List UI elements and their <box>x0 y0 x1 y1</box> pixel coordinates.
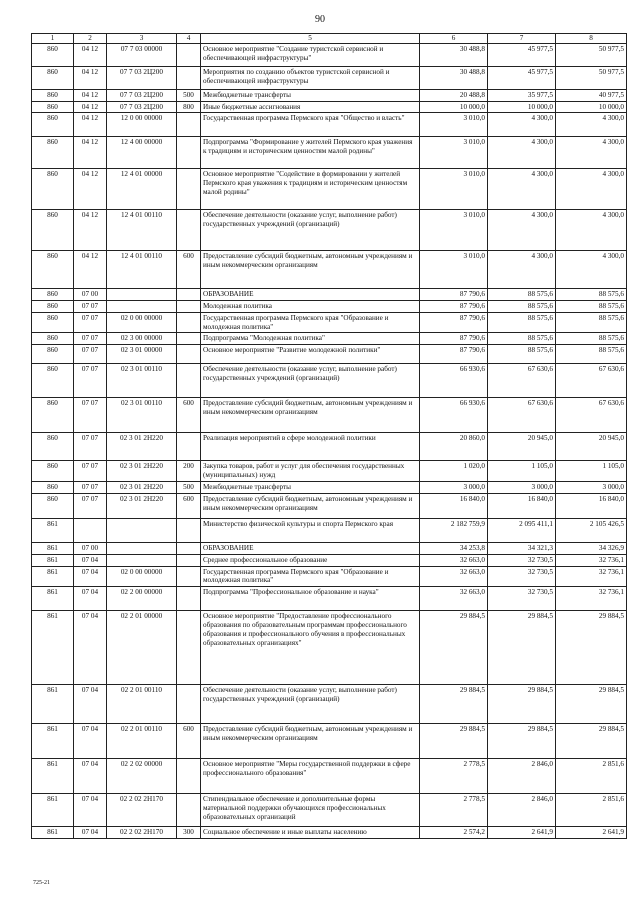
item-name-cell: Межбюджетные трансферты <box>201 482 420 494</box>
admin-code-cell: 860 <box>32 113 74 137</box>
target-article-cell: 02 3 01 00000 <box>107 345 177 364</box>
section-code-cell: 07 07 <box>74 398 107 433</box>
target-article-cell: 12 4 00 00000 <box>107 137 177 169</box>
expense-type-cell <box>177 289 201 301</box>
column-header: 5 <box>201 34 420 44</box>
section-code-cell: 07 07 <box>74 364 107 398</box>
admin-code-cell: 860 <box>32 137 74 169</box>
amount-col8-cell: 88 575,6 <box>556 312 627 333</box>
amount-col6-cell: 87 790,6 <box>420 301 488 313</box>
target-article-cell <box>107 301 177 313</box>
section-code-cell: 07 07 <box>74 461 107 482</box>
table-row <box>32 398 627 433</box>
expense-type-cell <box>177 301 201 313</box>
target-article-cell: 07 7 03 2Ц200 <box>107 101 177 113</box>
amount-col6-cell: 2 182 759,9 <box>420 519 488 543</box>
admin-code-cell: 860 <box>32 333 74 345</box>
table-row <box>32 289 627 301</box>
footer-document-code: 725-21 <box>33 880 50 886</box>
amount-col7-cell: 4 300,0 <box>488 210 556 251</box>
item-name-cell: Государственная программа Пермского края "Образование и молодежная политика" <box>201 566 420 587</box>
admin-code-cell: 860 <box>32 398 74 433</box>
item-name-cell: Предоставление субсидий бюджетным, автономным учреждениям и иным некоммерческим организациям <box>201 251 420 289</box>
item-name-cell: Министерство физической культуры и спорта Пермского края <box>201 519 420 543</box>
table-row <box>32 169 627 210</box>
table-row <box>32 433 627 461</box>
amount-col7-cell: 20 945,0 <box>488 433 556 461</box>
column-header: 2 <box>74 34 107 44</box>
expense-type-cell <box>177 543 201 555</box>
section-code-cell: 04 12 <box>74 66 107 89</box>
amount-col6-cell: 1 020,0 <box>420 461 488 482</box>
amount-col6-cell: 20 860,0 <box>420 433 488 461</box>
target-article-cell: 02 3 01 00110 <box>107 364 177 398</box>
admin-code-cell: 861 <box>32 543 74 555</box>
item-name-cell: Государственная программа Пермского края "Образование и молодежная политика" <box>201 312 420 333</box>
admin-code-cell: 860 <box>32 345 74 364</box>
item-name-cell: Основное мероприятие "Предоставление профессионального образования по образовательным программам профессионального образования и профессионального обучения в профессиональных образовательных организациях" <box>201 611 420 685</box>
amount-col6-cell: 3 010,0 <box>420 137 488 169</box>
amount-col8-cell: 3 000,0 <box>556 482 627 494</box>
expense-type-cell: 200 <box>177 461 201 482</box>
expense-type-cell <box>177 345 201 364</box>
item-name-cell: Государственная программа Пермского края "Общество и власть" <box>201 113 420 137</box>
expense-type-cell <box>177 794 201 827</box>
expense-type-cell <box>177 566 201 587</box>
table-row <box>32 482 627 494</box>
target-article-cell: 07 7 03 2Ц200 <box>107 89 177 101</box>
amount-col6-cell: 20 488,8 <box>420 89 488 101</box>
section-code-cell: 04 12 <box>74 251 107 289</box>
amount-col8-cell: 20 945,0 <box>556 433 627 461</box>
amount-col6-cell: 2 778,5 <box>420 794 488 827</box>
amount-col8-cell: 16 840,0 <box>556 494 627 519</box>
amount-col6-cell: 29 884,5 <box>420 685 488 724</box>
amount-col7-cell: 35 977,5 <box>488 89 556 101</box>
section-code-cell: 07 04 <box>74 685 107 724</box>
target-article-cell: 07 7 03 2Ц200 <box>107 66 177 89</box>
target-article-cell: 02 0 00 00000 <box>107 312 177 333</box>
amount-col6-cell: 29 884,5 <box>420 724 488 759</box>
amount-col8-cell: 1 105,0 <box>556 461 627 482</box>
amount-col6-cell: 3 000,0 <box>420 482 488 494</box>
amount-col7-cell: 2 095 411,1 <box>488 519 556 543</box>
amount-col7-cell: 88 575,6 <box>488 345 556 364</box>
amount-col6-cell: 32 663,0 <box>420 554 488 566</box>
column-header: 3 <box>107 34 177 44</box>
section-code-cell: 04 12 <box>74 169 107 210</box>
expense-type-cell: 800 <box>177 101 201 113</box>
amount-col6-cell: 3 010,0 <box>420 113 488 137</box>
expense-type-cell <box>177 685 201 724</box>
admin-code-cell: 860 <box>32 461 74 482</box>
expense-type-cell: 600 <box>177 724 201 759</box>
amount-col7-cell: 2 846,0 <box>488 794 556 827</box>
expense-type-cell <box>177 433 201 461</box>
section-code-cell <box>74 519 107 543</box>
column-header: 8 <box>556 34 627 44</box>
section-code-cell: 04 12 <box>74 89 107 101</box>
amount-col8-cell: 50 977,5 <box>556 43 627 66</box>
table-row <box>32 827 627 839</box>
section-code-cell: 07 07 <box>74 494 107 519</box>
item-name-cell: Обеспечение деятельности (оказание услуг, выполнение работ) государственных учреждений (организаций) <box>201 685 420 724</box>
item-name-cell: ОБРАЗОВАНИЕ <box>201 289 420 301</box>
amount-col8-cell: 4 300,0 <box>556 137 627 169</box>
table-header-row <box>32 34 627 44</box>
section-code-cell: 04 12 <box>74 43 107 66</box>
admin-code-cell: 861 <box>32 566 74 587</box>
amount-col7-cell: 32 730,5 <box>488 566 556 587</box>
admin-code-cell: 861 <box>32 685 74 724</box>
target-article-cell: 02 2 02 2Н170 <box>107 794 177 827</box>
amount-col7-cell: 67 630,6 <box>488 398 556 433</box>
section-code-cell: 07 04 <box>74 827 107 839</box>
item-name-cell: ОБРАЗОВАНИЕ <box>201 543 420 555</box>
target-article-cell: 02 2 01 00110 <box>107 724 177 759</box>
item-name-cell: Основное мероприятие "Создание туристской сервисной и обеспечивающей инфраструктуры" <box>201 43 420 66</box>
expense-type-cell <box>177 519 201 543</box>
amount-col8-cell: 4 300,0 <box>556 210 627 251</box>
target-article-cell: 02 2 01 00110 <box>107 685 177 724</box>
admin-code-cell: 861 <box>32 759 74 794</box>
section-code-cell: 07 07 <box>74 301 107 313</box>
amount-col6-cell: 30 488,8 <box>420 66 488 89</box>
table-row <box>32 113 627 137</box>
expense-type-cell: 500 <box>177 482 201 494</box>
expense-type-cell <box>177 113 201 137</box>
section-code-cell: 07 07 <box>74 433 107 461</box>
admin-code-cell: 861 <box>32 827 74 839</box>
column-header: 7 <box>488 34 556 44</box>
target-article-cell: 02 0 00 00000 <box>107 566 177 587</box>
amount-col8-cell: 50 977,5 <box>556 66 627 89</box>
expense-type-cell: 600 <box>177 251 201 289</box>
admin-code-cell: 860 <box>32 494 74 519</box>
target-article-cell: 02 3 01 2Н220 <box>107 433 177 461</box>
target-article-cell: 02 2 02 2Н170 <box>107 827 177 839</box>
amount-col7-cell: 88 575,6 <box>488 312 556 333</box>
expense-type-cell <box>177 587 201 611</box>
section-code-cell: 07 07 <box>74 312 107 333</box>
table-row <box>32 137 627 169</box>
target-article-cell: 02 3 01 2Н220 <box>107 482 177 494</box>
table-row <box>32 611 627 685</box>
expense-type-cell <box>177 66 201 89</box>
table-row <box>32 519 627 543</box>
amount-col8-cell: 32 736,1 <box>556 587 627 611</box>
item-name-cell: Предоставление субсидий бюджетным, автономным учреждениям и иным некоммерческим организациям <box>201 494 420 519</box>
amount-col7-cell: 32 730,5 <box>488 554 556 566</box>
section-code-cell: 07 04 <box>74 724 107 759</box>
table-row <box>32 312 627 333</box>
amount-col8-cell: 2 105 426,5 <box>556 519 627 543</box>
section-code-cell: 07 00 <box>74 289 107 301</box>
item-name-cell: Предоставление субсидий бюджетным, автономным учреждениям и иным некоммерческим организациям <box>201 724 420 759</box>
admin-code-cell: 860 <box>32 169 74 210</box>
admin-code-cell: 860 <box>32 251 74 289</box>
amount-col8-cell: 10 000,0 <box>556 101 627 113</box>
amount-col8-cell: 29 884,5 <box>556 611 627 685</box>
expense-type-cell: 300 <box>177 827 201 839</box>
amount-col7-cell: 4 300,0 <box>488 251 556 289</box>
item-name-cell: Стипендиальное обеспечение и дополнительные формы материальной поддержки обучающихся профессиональных образовательных организаций <box>201 794 420 827</box>
table-row <box>32 301 627 313</box>
table-body <box>32 43 627 838</box>
section-code-cell: 07 04 <box>74 554 107 566</box>
amount-col7-cell: 88 575,6 <box>488 333 556 345</box>
target-article-cell: 02 2 01 00000 <box>107 611 177 685</box>
expense-type-cell <box>177 169 201 210</box>
admin-code-cell: 860 <box>32 312 74 333</box>
table-row <box>32 794 627 827</box>
amount-col7-cell: 32 730,5 <box>488 587 556 611</box>
section-code-cell: 04 12 <box>74 137 107 169</box>
item-name-cell: Подпрограмма "Профессиональное образование и наука" <box>201 587 420 611</box>
target-article-cell: 12 4 01 00110 <box>107 251 177 289</box>
amount-col8-cell: 67 630,6 <box>556 364 627 398</box>
amount-col8-cell: 88 575,6 <box>556 333 627 345</box>
amount-col7-cell: 4 300,0 <box>488 169 556 210</box>
amount-col8-cell: 32 736,1 <box>556 554 627 566</box>
expense-type-cell <box>177 137 201 169</box>
amount-col8-cell: 2 851,6 <box>556 794 627 827</box>
admin-code-cell: 861 <box>32 587 74 611</box>
amount-col6-cell: 32 663,0 <box>420 587 488 611</box>
table-row <box>32 333 627 345</box>
table-row <box>32 345 627 364</box>
amount-col6-cell: 87 790,6 <box>420 345 488 364</box>
target-article-cell: 12 4 01 00000 <box>107 169 177 210</box>
item-name-cell: Межбюджетные трансферты <box>201 89 420 101</box>
admin-code-cell: 861 <box>32 554 74 566</box>
expense-type-cell <box>177 210 201 251</box>
item-name-cell: Основное мероприятие "Развитие молодежной политики" <box>201 345 420 364</box>
amount-col7-cell: 2 641,9 <box>488 827 556 839</box>
column-header: 1 <box>32 34 74 44</box>
item-name-cell: Иные бюджетные ассигнования <box>201 101 420 113</box>
table-row <box>32 587 627 611</box>
item-name-cell: Подпрограмма "Формирование у жителей Пермского края уважения к традициям и историческим ценностям малой родины" <box>201 137 420 169</box>
amount-col6-cell: 2 574,2 <box>420 827 488 839</box>
budget-table <box>31 33 627 839</box>
amount-col8-cell: 34 326,9 <box>556 543 627 555</box>
amount-col7-cell: 16 840,0 <box>488 494 556 519</box>
admin-code-cell: 860 <box>32 66 74 89</box>
table-row <box>32 66 627 89</box>
admin-code-cell: 861 <box>32 724 74 759</box>
amount-col6-cell: 87 790,6 <box>420 333 488 345</box>
expense-type-cell: 600 <box>177 398 201 433</box>
table-row <box>32 724 627 759</box>
amount-col7-cell: 29 884,5 <box>488 685 556 724</box>
section-code-cell: 07 07 <box>74 482 107 494</box>
table-row <box>32 494 627 519</box>
table-row <box>32 543 627 555</box>
amount-col7-cell: 34 321,3 <box>488 543 556 555</box>
target-article-cell <box>107 519 177 543</box>
column-header: 4 <box>177 34 201 44</box>
amount-col6-cell: 66 930,6 <box>420 398 488 433</box>
amount-col7-cell: 4 300,0 <box>488 137 556 169</box>
amount-col6-cell: 29 884,5 <box>420 611 488 685</box>
item-name-cell: Предоставление субсидий бюджетным, автономным учреждениям и иным некоммерческим организациям <box>201 398 420 433</box>
target-article-cell: 02 2 00 00000 <box>107 587 177 611</box>
amount-col6-cell: 87 790,6 <box>420 289 488 301</box>
amount-col6-cell: 10 000,0 <box>420 101 488 113</box>
page-number: 90 <box>315 14 325 25</box>
amount-col7-cell: 45 977,5 <box>488 43 556 66</box>
amount-col7-cell: 88 575,6 <box>488 289 556 301</box>
target-article-cell: 07 7 03 00000 <box>107 43 177 66</box>
target-article-cell: 12 4 01 00110 <box>107 210 177 251</box>
expense-type-cell <box>177 554 201 566</box>
target-article-cell: 02 3 01 2Н220 <box>107 461 177 482</box>
admin-code-cell: 860 <box>32 210 74 251</box>
section-code-cell: 07 04 <box>74 611 107 685</box>
admin-code-cell: 860 <box>32 43 74 66</box>
amount-col6-cell: 87 790,6 <box>420 312 488 333</box>
amount-col8-cell: 4 300,0 <box>556 113 627 137</box>
amount-col7-cell: 1 105,0 <box>488 461 556 482</box>
section-code-cell: 07 07 <box>74 333 107 345</box>
amount-col7-cell: 29 884,5 <box>488 724 556 759</box>
amount-col7-cell: 4 300,0 <box>488 113 556 137</box>
item-name-cell: Подпрограмма "Молодежная политика" <box>201 333 420 345</box>
admin-code-cell: 860 <box>32 289 74 301</box>
expense-type-cell <box>177 364 201 398</box>
item-name-cell: Молодежная политика <box>201 301 420 313</box>
admin-code-cell: 861 <box>32 611 74 685</box>
expense-type-cell: 600 <box>177 494 201 519</box>
section-code-cell: 07 04 <box>74 759 107 794</box>
section-code-cell: 07 00 <box>74 543 107 555</box>
amount-col8-cell: 2 641,9 <box>556 827 627 839</box>
section-code-cell: 04 12 <box>74 210 107 251</box>
expense-type-cell <box>177 43 201 66</box>
amount-col7-cell: 3 000,0 <box>488 482 556 494</box>
section-code-cell: 04 12 <box>74 101 107 113</box>
table-row <box>32 759 627 794</box>
amount-col8-cell: 88 575,6 <box>556 289 627 301</box>
expense-type-cell <box>177 312 201 333</box>
item-name-cell: Основное мероприятие "Содействие в формировании у жителей Пермского края уважения к традициям и историческим ценностям малой родины" <box>201 169 420 210</box>
target-article-cell: 12 0 00 00000 <box>107 113 177 137</box>
item-name-cell: Реализация мероприятий в сфере молодежной политики <box>201 433 420 461</box>
amount-col6-cell: 16 840,0 <box>420 494 488 519</box>
target-article-cell: 02 2 02 00000 <box>107 759 177 794</box>
admin-code-cell: 860 <box>32 301 74 313</box>
table-row <box>32 251 627 289</box>
amount-col8-cell: 29 884,5 <box>556 685 627 724</box>
amount-col8-cell: 40 977,5 <box>556 89 627 101</box>
table-row <box>32 685 627 724</box>
amount-col6-cell: 3 010,0 <box>420 251 488 289</box>
amount-col8-cell: 88 575,6 <box>556 301 627 313</box>
table-row <box>32 364 627 398</box>
section-code-cell: 07 04 <box>74 794 107 827</box>
column-header: 6 <box>420 34 488 44</box>
expense-type-cell <box>177 611 201 685</box>
amount-col8-cell: 4 300,0 <box>556 251 627 289</box>
expense-type-cell <box>177 333 201 345</box>
target-article-cell: 02 3 01 2Н220 <box>107 494 177 519</box>
amount-col6-cell: 3 010,0 <box>420 169 488 210</box>
section-code-cell: 07 04 <box>74 566 107 587</box>
amount-col6-cell: 2 778,5 <box>420 759 488 794</box>
table-row <box>32 566 627 587</box>
amount-col7-cell: 45 977,5 <box>488 66 556 89</box>
item-name-cell: Среднее профессиональное образование <box>201 554 420 566</box>
amount-col6-cell: 30 488,8 <box>420 43 488 66</box>
table-row <box>32 554 627 566</box>
expense-type-cell <box>177 759 201 794</box>
table-row <box>32 210 627 251</box>
amount-col7-cell: 10 000,0 <box>488 101 556 113</box>
amount-col6-cell: 34 253,8 <box>420 543 488 555</box>
section-code-cell: 07 04 <box>74 587 107 611</box>
amount-col7-cell: 88 575,6 <box>488 301 556 313</box>
table-row <box>32 101 627 113</box>
admin-code-cell: 861 <box>32 519 74 543</box>
target-article-cell: 02 3 01 00110 <box>107 398 177 433</box>
item-name-cell: Основное мероприятие "Меры государственной поддержки в сфере профессионального образования" <box>201 759 420 794</box>
item-name-cell: Закупка товаров, работ и услуг для обеспечения государственных (муниципальных) нужд <box>201 461 420 482</box>
amount-col7-cell: 67 630,6 <box>488 364 556 398</box>
target-article-cell <box>107 543 177 555</box>
admin-code-cell: 860 <box>32 364 74 398</box>
amount-col6-cell: 32 663,0 <box>420 566 488 587</box>
target-article-cell <box>107 554 177 566</box>
amount-col8-cell: 29 884,5 <box>556 724 627 759</box>
table-row <box>32 89 627 101</box>
item-name-cell: Обеспечение деятельности (оказание услуг, выполнение работ) государственных учреждений (организаций) <box>201 210 420 251</box>
target-article-cell: 02 3 00 00000 <box>107 333 177 345</box>
table-row <box>32 461 627 482</box>
target-article-cell <box>107 289 177 301</box>
amount-col7-cell: 29 884,5 <box>488 611 556 685</box>
amount-col6-cell: 66 930,6 <box>420 364 488 398</box>
amount-col8-cell: 67 630,6 <box>556 398 627 433</box>
admin-code-cell: 860 <box>32 89 74 101</box>
item-name-cell: Обеспечение деятельности (оказание услуг, выполнение работ) государственных учреждений (организаций) <box>201 364 420 398</box>
amount-col8-cell: 2 851,6 <box>556 759 627 794</box>
table-row <box>32 43 627 66</box>
amount-col6-cell: 3 010,0 <box>420 210 488 251</box>
section-code-cell: 07 07 <box>74 345 107 364</box>
admin-code-cell: 860 <box>32 433 74 461</box>
admin-code-cell: 861 <box>32 794 74 827</box>
amount-col8-cell: 88 575,6 <box>556 345 627 364</box>
section-code-cell: 04 12 <box>74 113 107 137</box>
amount-col7-cell: 2 846,0 <box>488 759 556 794</box>
expense-type-cell: 500 <box>177 89 201 101</box>
admin-code-cell: 860 <box>32 101 74 113</box>
amount-col8-cell: 4 300,0 <box>556 169 627 210</box>
item-name-cell: Мероприятия по созданию объектов туристской сервисной и обеспечивающей инфраструктуры <box>201 66 420 89</box>
amount-col8-cell: 32 736,1 <box>556 566 627 587</box>
item-name-cell: Социальное обеспечение и иные выплаты населению <box>201 827 420 839</box>
admin-code-cell: 860 <box>32 482 74 494</box>
